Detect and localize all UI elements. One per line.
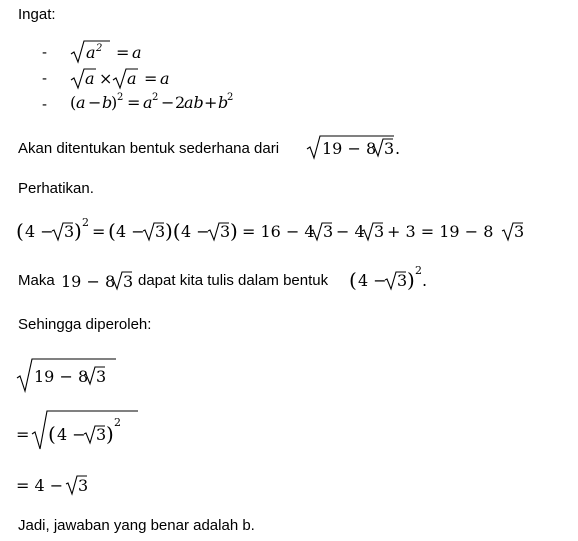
svg-text:3: 3 [96,367,107,386]
svg-text:ab: ab [184,93,204,112]
step-3 [16,470,126,500]
conclusion-text: Jadi, jawaban yang benar adalah b. [18,517,255,534]
svg-text:=: = [116,43,130,62]
svg-text:2: 2 [82,216,89,229]
svg-text:3: 3 [78,476,89,495]
rule-bullet: - [42,70,47,87]
svg-text:): ) [407,268,415,292]
step-1 [16,356,126,394]
rule-formula-1 [70,38,170,66]
expansion-equation [16,215,556,247]
svg-text:3: 3 [397,271,408,290]
svg-text:(: ( [48,422,56,446]
svg-text:−: − [88,93,102,112]
svg-text:3: 3 [64,222,75,241]
svg-text:= 4 −: = 4 − [16,476,64,495]
svg-text:3: 3 [384,139,395,158]
svg-text:4 −: 4 − [116,222,145,241]
svg-text:+ 3 = 19 − 8: + 3 = 19 − 8 [387,222,494,241]
rule-bullet: - [42,96,47,113]
svg-text:(: ( [349,268,357,292]
rule-formula-3 [70,88,300,116]
svg-text:2: 2 [114,416,121,429]
svg-text:3: 3 [514,222,525,241]
svg-text:b: b [102,93,113,112]
svg-text:19 − 8: 19 − 8 [61,272,116,291]
svg-text:4 −: 4 − [57,425,86,444]
svg-text:2: 2 [152,92,159,103]
rewrite-expression [61,266,141,294]
svg-text:.: . [422,271,428,290]
svg-text:2: 2 [415,264,422,277]
svg-text:=: = [92,222,106,241]
svg-text:− 4: − 4 [336,222,365,241]
svg-text:2: 2 [175,93,186,112]
observe-text: Perhatikan. [18,180,94,197]
svg-text:2: 2 [96,43,103,54]
svg-text:3: 3 [323,222,334,241]
svg-text:(: ( [16,219,24,243]
statement-period: . [395,139,401,158]
rewrite-line [18,272,55,289]
rule-bullet: - [42,44,47,61]
svg-text:19 − 8: 19 − 8 [322,139,377,158]
statement-text [18,140,279,157]
svg-text:4 −: 4 − [181,222,210,241]
rewrite-form [349,262,449,294]
svg-text:a: a [132,43,142,62]
svg-text:3: 3 [123,272,134,291]
svg-text:= 16 − 4: = 16 − 4 [242,222,315,241]
heading-ingat: Ingat: [18,6,56,23]
svg-text:×: × [99,69,113,88]
step-2 [16,408,146,452]
svg-text:2: 2 [227,92,234,103]
svg-text:19 − 8: 19 − 8 [34,367,89,386]
svg-text:2: 2 [117,92,124,103]
svg-text:=: = [127,93,141,112]
result-intro: Sehingga diperoleh: [18,316,152,333]
svg-text:a: a [143,93,153,112]
svg-text:a: a [76,93,86,112]
svg-text:3: 3 [374,222,385,241]
svg-text:4 −: 4 − [25,222,54,241]
svg-text:−: − [161,93,175,112]
svg-text:a: a [85,69,95,88]
svg-text:3: 3 [96,425,107,444]
svg-text:(: ( [70,93,77,112]
svg-text:): ) [74,219,82,243]
rewrite-prefix: Maka [18,272,55,289]
svg-text:3: 3 [220,222,231,241]
svg-text:3: 3 [155,222,166,241]
svg-text:): ) [106,422,114,446]
svg-text:a: a [160,69,170,88]
svg-text:=: = [144,69,158,88]
svg-text:=: = [16,425,30,444]
svg-text:)(: )( [165,219,181,243]
rewrite-middle: dapat kita tulis dalam bentuk [138,272,329,289]
statement-expression [306,133,402,161]
svg-text:a: a [86,43,96,62]
svg-text:b: b [218,93,229,112]
svg-text:): ) [230,219,238,243]
svg-text:4 −: 4 − [358,271,387,290]
svg-text:+: + [204,93,218,112]
svg-text:): ) [111,93,118,112]
svg-text:a: a [127,69,137,88]
statement-label: Akan ditentukan bentuk sederhana dari [18,140,280,157]
svg-text:(: ( [108,219,116,243]
